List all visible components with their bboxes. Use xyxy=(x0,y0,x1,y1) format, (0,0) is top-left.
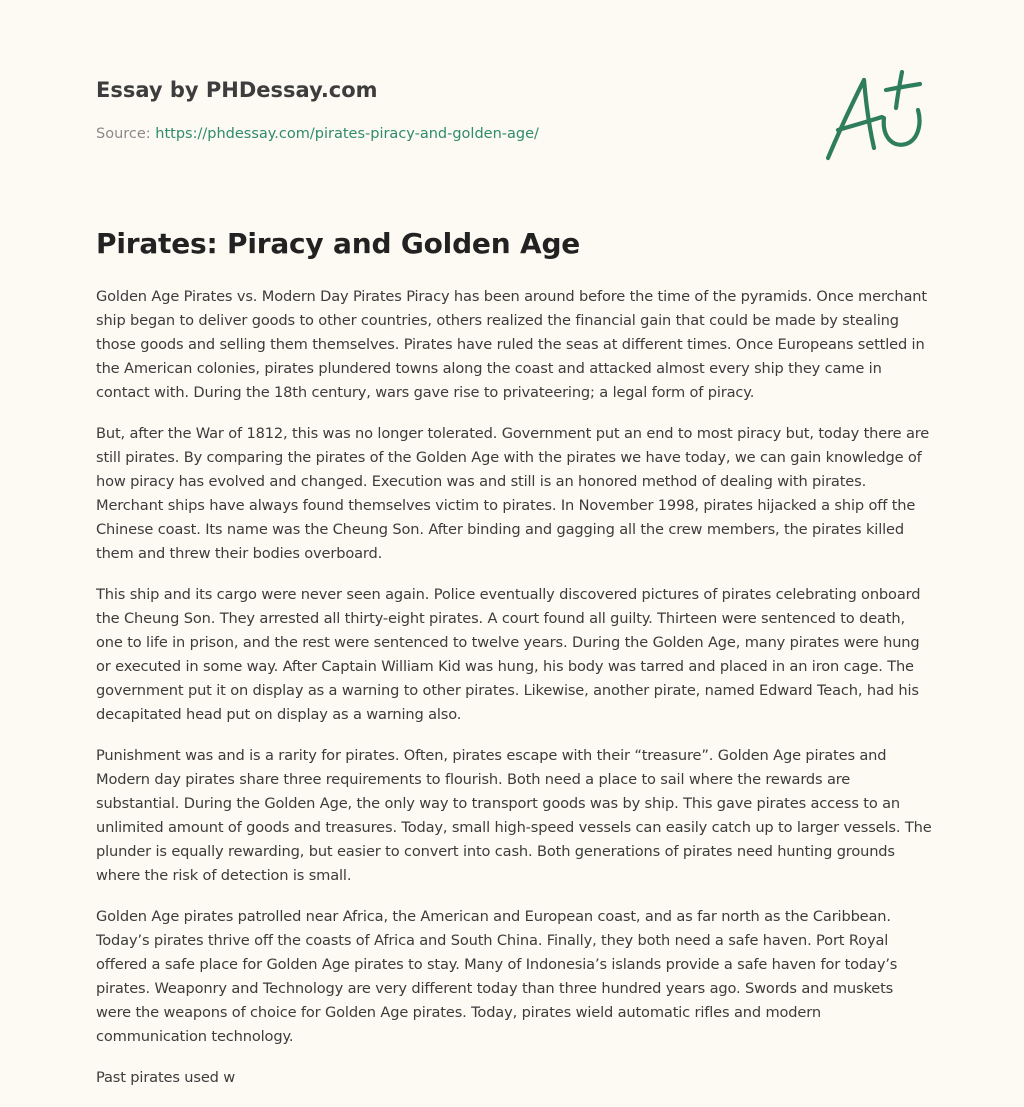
source-label: Source: xyxy=(96,126,156,142)
a-plus-grade-icon xyxy=(822,68,926,164)
essay-paragraph: Golden Age pirates patrolled near Africa, the American and European coast, and as far north as the Caribbean. Today’s pirates thrive off the coasts of Africa and South China. Finally, they both need a safe haven. Port Royal offered a safe place for Golden Age pirates to stay. Many of Indonesia’s islands provide a safe haven for today’s pirates. Weaponry and Technology are very different today than three hundred years ago. Swords and muskets were the weapons of choice for Golden Age pirates. Today, pirates wield automatic rifles and modern communication technology. xyxy=(96,908,898,1045)
essay-paragraph: This ship and its cargo were never seen again. Police eventually discovered pictures of pirates celebrating onboard the Cheung Son. They arrested all thirty-eight pirates. A court found all guilty. Thirteen were sentenced to death, one to life in prison, and the rest were sentenced to twelve years. During the Golden Age, many pirates were hung or executed in some way. After Captain William Kid was hung, his body was tarred and placed in an iron cage. The government put it on display as a warning to other pirates. Likewise, another pirate, named Edward Teach, had his decapitated head put on display as a warning also. xyxy=(96,586,921,723)
essay-paragraph: Punishment was and is a rarity for pirates. Often, pirates escape with their “treasure”. Golden Age pirates and Modern day pirates share three requirements to flourish. Both need a place to sail where the rewards are substantial. During the Golden Age, the only way to transport goods was by ship. This gave pirates access to an unlimited amount of goods and treasures. Today, small high-speed vessels can easily catch up to larger vessels. The plunder is equally rewarding, but easier to convert into cash. Both generations of pirates need hunting grounds where the risk of detection is small. xyxy=(96,747,932,884)
essay-paragraph: Past pirates used w xyxy=(96,1069,236,1086)
essay-title: Pirates: Piracy and Golden Age xyxy=(96,227,581,260)
essay-paragraph: Golden Age Pirates vs. Modern Day Pirates Piracy has been around before the time of the pyramids. Once merchant ship began to deliver goods to other countries, others realized the financial gain that could be made by stealing those goods and selling them themselves. Pirates have ruled the seas at different times. Once Europeans settled in the American colonies, pirates plundered towns along the coast and attacked almost every ship they came in contact with. During the 18th century, wars gave rise to privateering; a legal form of piracy. xyxy=(96,288,927,401)
source-link[interactable]: https://phdessay.com/pirates-piracy-and-golden-age/ xyxy=(155,126,539,142)
essay-paragraph: But, after the War of 1812, this was no longer tolerated. Government put an end to most piracy but, today there are still pirates. By comparing the pirates of the Golden Age with the pirates we have today, we can gain knowledge of how piracy has evolved and changed. Execution was and still is an honored method of dealing with pirates. Merchant ships have always found themselves victim to pirates. In November 1998, pirates hijacked a ship off the Chinese coast. Its name was the Cheung Son. After binding and gagging all the crew members, the pirates killed them and threw their bodies overboard. xyxy=(96,425,930,562)
site-title: Essay by PHDessay.com xyxy=(96,78,378,102)
page-header xyxy=(96,76,796,144)
essay-body xyxy=(96,285,932,1107)
source-line xyxy=(96,124,796,144)
